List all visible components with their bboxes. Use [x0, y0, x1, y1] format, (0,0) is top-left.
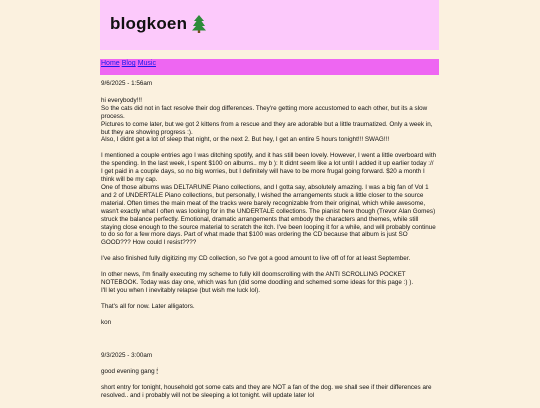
evergreen-tree-icon	[192, 15, 206, 33]
post-paragraph	[101, 368, 437, 376]
post-line: One of those albums was DELTARUNE Piano collections, and I gotta say, absolutely amazing. I was a big fan of Vol 1 and 2 of UNDERTALE Piano collections, but personally, I wished the arrangements stuck a little closer to the source material. Often times the main meat of the tracks were barely recognizable from their original, which while awesome, wasn't exactly what I often was looking for in the UNDERTALE collections. The pianist here though (Trevor Alan Gomes) struck the balance perfectly. Emotional, dramatic arrangements that embody the characters and themes, while still staying close enough to the source material to scratch the itch. I've been looping it for a while, and will probably continue to do so for a few more days. Part of what made that $100 was ordering the CD because that album is just SO GOOD??? How could I resist????	[101, 183, 436, 247]
nav-links	[101, 59, 158, 68]
nav-link-home[interactable]: Home	[101, 60, 120, 67]
blog-post-2	[101, 352, 437, 408]
post-date: 9/6/2025 - 1:56am	[101, 80, 153, 87]
nav-bar	[100, 59, 439, 75]
post-paragraph	[101, 97, 437, 144]
post-paragraph	[101, 255, 437, 263]
post-line: That's all for now. Later alligators.	[101, 302, 195, 310]
post-date: 9/3/2025 - 3:00am	[101, 352, 153, 359]
post-line: I'll let you when I inevitably relapse (but wish me luck lol).	[101, 286, 261, 294]
post-paragraph	[101, 152, 437, 247]
post-line: Also, I didnt get a lot of sleep that night, or the next 2. But hey, I get an entire 5 hours tonight!!! SWAG!!!	[101, 136, 390, 144]
post-paragraph	[101, 384, 437, 400]
post-line: Pictures to come later, but we got 2 kittens from a rescue and they are adorable but a little traumatized. Only a week in, but they are showing progress :).	[101, 120, 433, 136]
post-paragraph	[101, 303, 437, 311]
site-title[interactable]	[110, 14, 206, 34]
site-title-text: blogkoen	[110, 14, 188, 33]
post-line: short entry for tonight, household got some cats and they are NOT a fan of the dog. we shall see if their differences are resolved.. and i probably will not be sleeping a lot tonight. will update later lol	[101, 383, 432, 399]
post-paragraph	[101, 271, 437, 295]
post-line: kon	[101, 318, 112, 326]
post-line: good evening gang 🕯	[101, 367, 159, 375]
post-signature	[101, 319, 437, 327]
blog-post-1	[101, 80, 437, 335]
site-header	[100, 0, 439, 50]
post-line: I've also finished fully digitizing my CD collection, so I've got a good amount to live off of for at least September.	[101, 255, 411, 263]
post-line: hi everybody!!!	[101, 96, 142, 104]
nav-link-blog[interactable]: Blog	[121, 60, 136, 67]
post-line: In other news, I'm finally executing my scheme to fully kill doomscrolling with the ANTI SCROLLING POCKET NOTEBOOK. Today was day one, which was fun (did some doodling and schemed some ideas for this page :) ).	[101, 271, 414, 287]
post-line: I mentioned a couple entries ago I was ditching spotify, and it has still been lovely. However, I went a little overboard with the spending. In the last week, I spent $100 on albums.. my b ): It didnt seem like a lot until I added it up earlier today :// I get paid in a couple days, so no big worries, but I definitely will have to be more frugal going forward. $20 a month I think will be my cap.	[101, 152, 437, 184]
nav-link-music[interactable]: Music	[137, 60, 156, 67]
post-line: So the cats did not in fact resolve their dog differences. They're getting more accustomed to each other, but its a slow process.	[101, 104, 428, 120]
